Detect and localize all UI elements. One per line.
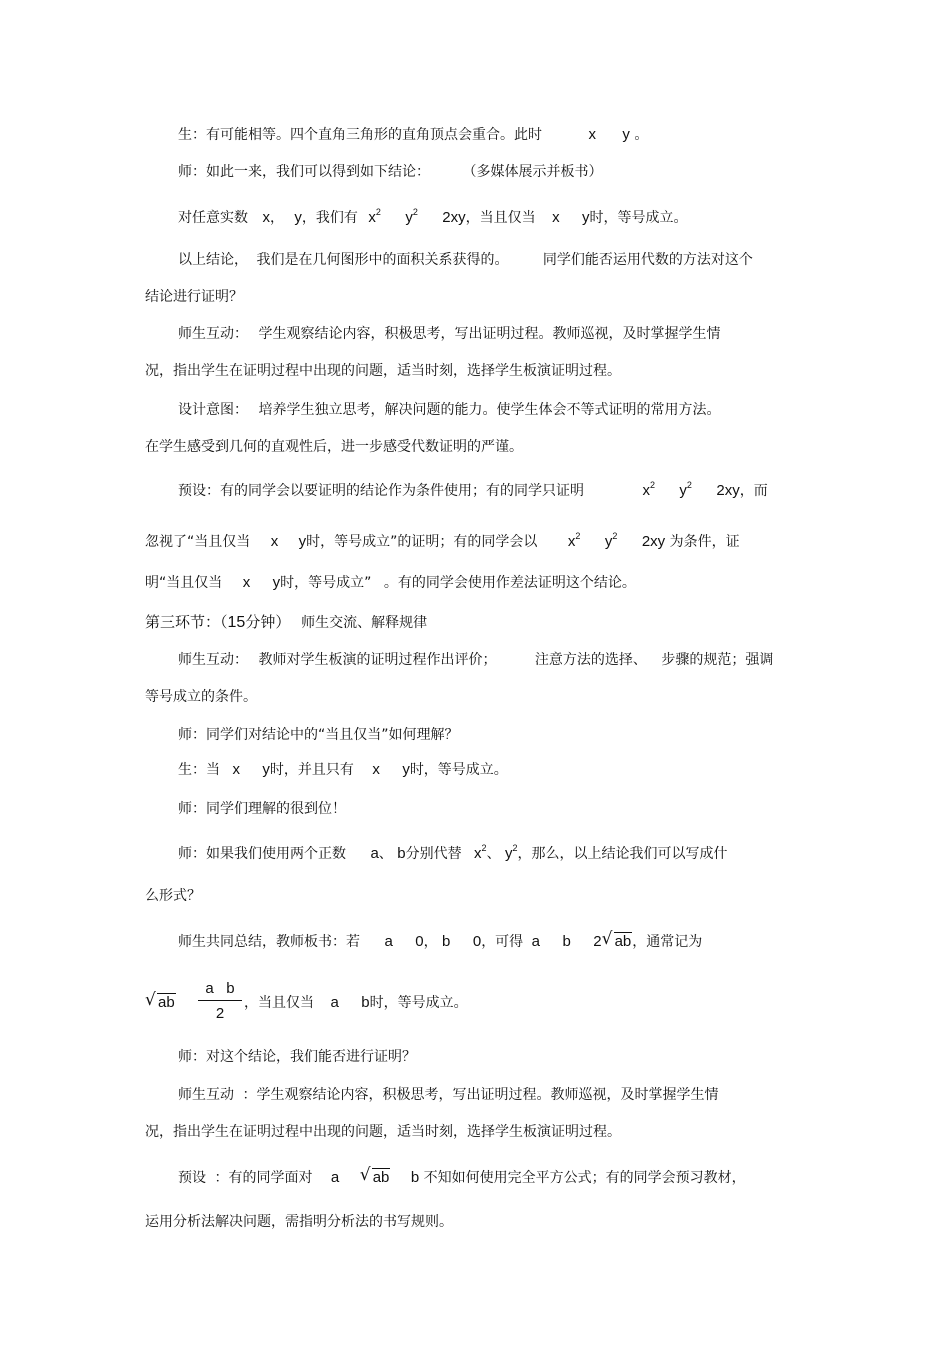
text: 师：如果我们使用两个正数 — [178, 846, 346, 862]
text-line — [178, 1085, 718, 1105]
text-line — [145, 1212, 453, 1232]
text: 第三环节：（ — [145, 613, 228, 631]
text: 教师对学生板演的证明过程作出评价； — [258, 652, 497, 668]
math-var: x — [552, 209, 560, 226]
text-line — [178, 481, 768, 501]
text-line — [178, 844, 728, 864]
text: ，可得 — [481, 934, 524, 950]
square-root: √ ab — [145, 990, 175, 1011]
exponent: 2 — [686, 480, 692, 490]
text: 注意方法的选择、 — [534, 652, 647, 668]
text-line — [178, 760, 508, 780]
text: 分别代替 — [405, 846, 462, 862]
math-var: y — [604, 533, 613, 550]
text: 等号成立的条件。 — [145, 689, 257, 705]
exponent: 2 — [649, 480, 655, 490]
math-var: x — [474, 845, 482, 862]
math-var: a — [205, 980, 214, 997]
text-line — [178, 324, 720, 344]
text-line — [178, 799, 346, 819]
math-var: b — [442, 933, 451, 950]
text: 况，指出学生在证明过程中出现的问题，适当时刻，选择学生板演证明过程。 — [145, 1124, 621, 1140]
exponent: 2 — [512, 843, 518, 853]
math-var: y — [679, 482, 687, 499]
text-line — [145, 437, 523, 457]
math-var: y — [262, 761, 270, 778]
text: 结论进行证明？ — [145, 289, 243, 305]
text: ，当且仅当 — [465, 210, 536, 226]
math-number: 2 — [593, 933, 602, 950]
text-line — [145, 886, 201, 906]
math-var: x — [567, 533, 576, 550]
math-var: y — [405, 209, 413, 226]
text-line — [145, 361, 621, 381]
math-var: x — [232, 761, 240, 778]
text: 在学生感受到几何的直观性后，进一步感受代数证明的严谨。 — [145, 439, 523, 455]
text-line — [178, 162, 602, 182]
text: 学生观察结论内容，积极思考，写出证明过程。教师巡视，及时掌握学生情 — [258, 326, 721, 342]
text-line — [145, 532, 740, 552]
text: 师生互动： — [178, 326, 248, 342]
text: 为条件，证 — [669, 534, 740, 550]
text: 师生互动： — [178, 652, 248, 668]
math-var: x — [588, 126, 596, 143]
text: 师：对这个结论，我们能否进行证明？ — [178, 1049, 416, 1065]
text: 时，并且只有 — [269, 762, 354, 778]
text-line — [178, 208, 688, 228]
text: ，而 — [739, 483, 768, 499]
number: 15 — [227, 614, 246, 631]
text: ，那么，以上结论我们可以写成什 — [517, 846, 728, 862]
text-line — [145, 287, 243, 307]
text: 时，等号成立” — [280, 575, 372, 591]
numerator — [198, 980, 242, 1001]
math-var: x — [368, 209, 376, 226]
math-var: x — [262, 209, 270, 226]
text: 明“当且仅当 — [145, 575, 223, 591]
math-number: 0 — [472, 933, 482, 950]
text-line — [178, 250, 753, 270]
math-var: b — [397, 845, 406, 862]
text: 分钟） — [245, 613, 291, 631]
exponent: 2 — [575, 531, 581, 541]
text-line — [178, 1047, 416, 1067]
radicand: ab — [372, 1169, 390, 1186]
text: 时，等号成立”的证明；有的同学会以 — [306, 534, 538, 550]
exponent: 2 — [375, 207, 381, 217]
text-line — [145, 687, 257, 707]
text: 、 — [486, 846, 501, 862]
math-var: x — [242, 574, 251, 591]
radicand: ab — [158, 994, 175, 1011]
math-var: y — [298, 533, 307, 550]
text: 生：当 — [178, 762, 220, 778]
text-line — [145, 573, 636, 593]
text: 对任意实数 — [178, 210, 248, 226]
math-var: x — [270, 533, 279, 550]
text: ，当且仅当 — [244, 995, 314, 1011]
radicand: ab — [614, 933, 632, 950]
text: 同学们能否运用代数的方法对这个 — [542, 252, 753, 268]
text: 。有的同学会使用作差法证明这个结论。 — [383, 575, 636, 591]
math-var: y — [402, 761, 410, 778]
text-line — [244, 993, 468, 1013]
text: ，我们有 — [301, 210, 358, 226]
text: 设计意图： — [178, 402, 248, 418]
math-number: 0 — [415, 933, 424, 950]
text: 师：同学们对结论中的“当且仅当”如何理解？ — [178, 727, 459, 743]
text: ， — [269, 210, 284, 226]
text: 师生共同总结，教师板书：若 — [178, 934, 360, 950]
text: ， — [423, 934, 438, 950]
text: 时，等号成立。 — [589, 210, 688, 226]
math-var: a — [531, 933, 540, 950]
math-var: y — [582, 209, 590, 226]
text: 不知如何使用完全平方公式；有的同学会预习教材， — [423, 1170, 746, 1186]
text-line — [145, 1122, 621, 1142]
text: 预设：有的同学会以要证明的结论作为条件使用；有的同学只证明 — [178, 483, 584, 499]
text: 。 — [634, 127, 649, 143]
text: ：学生观察结论内容，积极思考，写出证明过程。教师巡视，及时掌握学生情 — [242, 1087, 719, 1103]
text: 忽视了“当且仅当 — [145, 534, 251, 550]
square-root: √ ab — [601, 929, 632, 950]
square-root: √ ab — [359, 1165, 390, 1186]
math-var: a — [384, 933, 393, 950]
text: 生：有可能相等。四个直角三角形的直角顶点会重合。此时 — [178, 127, 542, 143]
text: 时，等号成立。 — [369, 995, 468, 1011]
section-heading — [145, 612, 427, 633]
text: 步骤的规范；强调 — [661, 652, 774, 668]
math-expr: 2xy — [641, 533, 666, 550]
math-var: y — [622, 126, 630, 143]
math-var: y — [272, 574, 281, 591]
text: 运用分析法解决问题，需指明分析法的书写规则。 — [145, 1214, 453, 1230]
math-expr: 2xy — [716, 482, 740, 499]
math-var: x — [642, 482, 650, 499]
text: ，通常记为 — [632, 934, 703, 950]
text-line — [145, 990, 176, 1013]
math-expr: 2xy — [442, 209, 466, 226]
text: 以上结论， — [178, 252, 248, 268]
exponent: 2 — [612, 531, 618, 541]
math-var: b — [410, 1169, 420, 1186]
text: 时，等号成立。 — [409, 762, 508, 778]
text-line — [178, 725, 459, 745]
text: 么形式？ — [145, 888, 201, 904]
text-line — [178, 125, 648, 145]
math-var: a — [330, 1169, 340, 1186]
math-var: x — [372, 761, 380, 778]
text: 师生互动 — [178, 1087, 234, 1103]
text: （多媒体展示并板书） — [462, 164, 603, 180]
text: 师生交流、解释规律 — [301, 615, 428, 631]
math-var: y — [294, 209, 302, 226]
math-var: a — [370, 845, 379, 862]
math-var: a — [330, 994, 339, 1011]
text: 师：如此一来，我们可以得到如下结论： — [178, 164, 430, 180]
text: 师：同学们理解的很到位！ — [178, 801, 346, 817]
math-var: b — [562, 933, 571, 950]
text: 我们是在几何图形中的面积关系获得的。 — [256, 252, 509, 268]
math-var: b — [361, 994, 370, 1011]
math-var: y — [505, 845, 513, 862]
text-line — [178, 400, 720, 420]
text-line — [178, 1165, 746, 1188]
text-line — [178, 650, 773, 670]
text: 预设 — [178, 1170, 206, 1186]
text: ：有的同学面对 — [214, 1170, 313, 1186]
text: 、 — [378, 846, 393, 862]
text-line — [178, 929, 703, 952]
denominator: 2 — [215, 1005, 225, 1022]
text: 培养学生独立思考，解决问题的能力。使学生体会不等式证明的常用方法。 — [258, 402, 721, 418]
exponent: 2 — [412, 207, 418, 217]
fraction — [198, 980, 242, 1022]
math-var: b — [226, 980, 235, 997]
exponent: 2 — [481, 843, 487, 853]
text: 况，指出学生在证明过程中出现的问题，适当时刻，选择学生板演证明过程。 — [145, 363, 621, 379]
